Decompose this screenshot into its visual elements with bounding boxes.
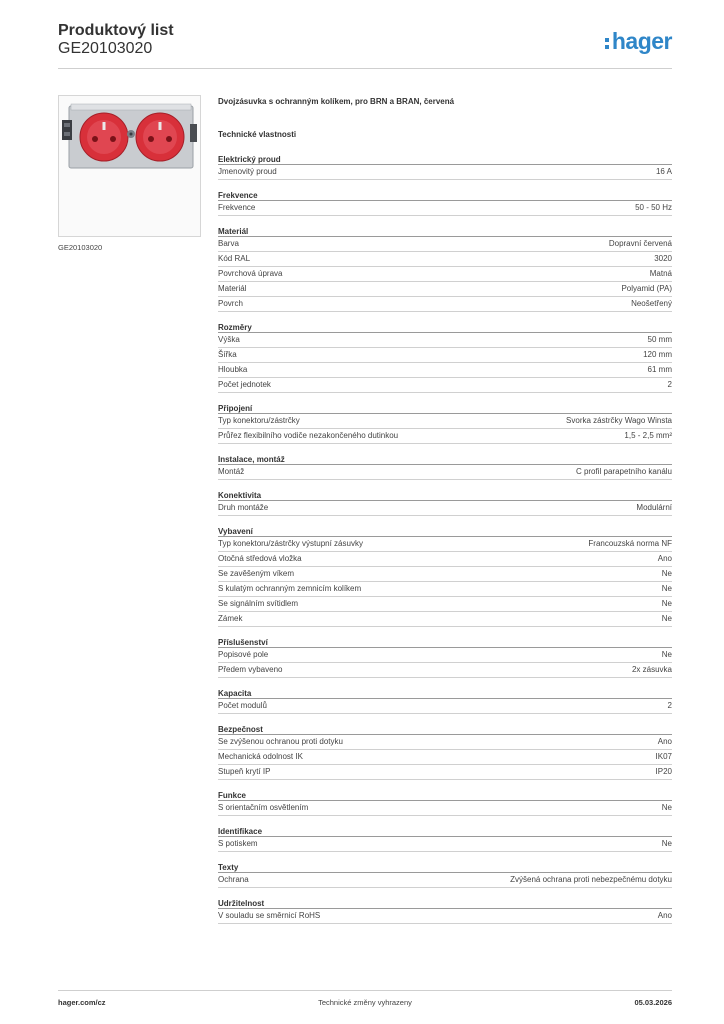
spec-row [218,465,672,480]
spec-value: Ne [661,839,672,848]
spec-value: Ano [657,737,672,746]
spec-label: Typ konektoru/zástrčky [218,416,300,425]
spec-section [218,898,672,924]
spec-row [218,537,672,552]
spec-content [218,97,672,934]
spec-value: Francouzská norma NF [588,539,672,548]
spec-row [218,363,672,378]
spec-label: Hloubka [218,365,248,374]
spec-value: 3020 [654,254,672,263]
spec-value: 1,5 - 2,5 mm² [624,431,672,440]
spec-section [218,322,672,393]
spec-row [218,909,672,924]
spec-section [218,637,672,678]
spec-label: Výška [218,335,240,344]
spec-value: Ne [661,584,672,593]
spec-label: Stupeň krytí IP [218,767,271,776]
spec-label: Šířka [218,350,237,359]
spec-label: Povrchová úprava [218,269,283,278]
hager-logo[interactable] [605,28,672,55]
spec-value: Zvýšená ochrana proti nebezpečnému dotyku [510,875,672,884]
spec-value: Polyamid (PA) [621,284,672,293]
spec-label: Se signálním svítidlem [218,599,299,608]
spec-value: 16 A [655,167,672,176]
spec-label: S potiskem [218,839,258,848]
spec-row [218,765,672,780]
spec-row [218,501,672,516]
spec-section [218,688,672,714]
spec-label: Průřez flexibilního vodiče nezakončeného dutinkou [218,431,399,440]
logo-dots-icon [605,38,609,49]
spec-row [218,201,672,216]
spec-label: Materiál [218,284,247,293]
spec-value: IP20 [655,767,672,776]
socket-illustration [59,96,200,236]
section-title: Texty [218,862,672,873]
spec-section [218,403,672,444]
page-title: Produktový list [58,22,174,39]
spec-row [218,582,672,597]
spec-section [218,226,672,312]
section-title: Frekvence [218,190,672,201]
product-image [58,95,201,237]
section-title: Materiál [218,226,672,237]
spec-label: Druh montáže [218,503,269,512]
spec-row [218,267,672,282]
spec-value: C profil parapetního kanálu [575,467,672,476]
spec-section [218,154,672,180]
spec-row [218,648,672,663]
spec-row [218,237,672,252]
spec-value: Ne [661,569,672,578]
footer-website-link[interactable]: hager.com/cz [58,998,106,1007]
logo-text: hager [611,28,672,54]
spec-label: V souladu se směrnicí RoHS [218,911,321,920]
spec-row [218,378,672,393]
section-title: Instalace, montáž [218,454,672,465]
spec-section [218,490,672,516]
spec-row [218,252,672,267]
spec-section [218,724,672,780]
spec-section [218,790,672,816]
product-code: GE20103020 [58,40,153,57]
spec-label: Kód RAL [218,254,251,263]
spec-value: Ano [657,554,672,563]
spec-value: 120 mm [643,350,672,359]
spec-sections [218,154,672,924]
spec-row [218,873,672,888]
section-title: Vybavení [218,526,672,537]
spec-row [218,750,672,765]
footer-divider [58,990,672,991]
section-title: Příslušenství [218,637,672,648]
spec-value: Ne [661,803,672,812]
section-title: Udržitelnost [218,898,672,909]
section-title: Připojení [218,403,672,414]
spec-value: 2 [667,701,672,710]
page-header [58,22,672,68]
spec-row [218,297,672,312]
spec-label: Počet modulů [218,701,267,710]
spec-section [218,526,672,627]
spec-row [218,429,672,444]
technical-heading: Technické vlastnosti [218,130,297,139]
spec-label: Počet jednotek [218,380,271,389]
spec-value: 50 - 50 Hz [635,203,672,212]
spec-value: 61 mm [647,365,672,374]
spec-value: Svorka zástrčky Wago Winsta [566,416,672,425]
spec-label: Popisové pole [218,650,269,659]
spec-row [218,735,672,750]
section-title: Bezpečnost [218,724,672,735]
spec-section [218,862,672,888]
spec-label: Se zvýšenou ochranou proti dotyku [218,737,343,746]
spec-label: S orientačním osvětlením [218,803,309,812]
spec-label: Barva [218,239,239,248]
footer-notice: Technické změny vyhrazeny [318,998,412,1007]
section-title: Kapacita [218,688,672,699]
spec-label: Předem vybaveno [218,665,283,674]
spec-row [218,567,672,582]
spec-value: 2 [667,380,672,389]
spec-value: 50 mm [647,335,672,344]
spec-section [218,454,672,480]
spec-row [218,282,672,297]
spec-value: Ne [661,650,672,659]
spec-row [218,612,672,627]
spec-label: Se zavěšeným víkem [218,569,295,578]
spec-row [218,348,672,363]
spec-row [218,597,672,612]
spec-value: Ne [661,599,672,608]
spec-row [218,801,672,816]
spec-row [218,414,672,429]
image-caption: GE20103020 [58,243,103,252]
spec-value: 2x zásuvka [631,665,672,674]
footer-date: 05.03.2026 [634,998,672,1007]
spec-row [218,699,672,714]
spec-value: IK07 [655,752,672,761]
product-name: Dvojzásuvka s ochranným kolíkem, pro BRN a BRAN, červená [218,97,455,106]
spec-label: Povrch [218,299,243,308]
spec-label: Otočná středová vložka [218,554,302,563]
spec-value: Modulární [636,503,672,512]
spec-row [218,333,672,348]
spec-row [218,552,672,567]
spec-section [218,190,672,216]
spec-label: Zámek [218,614,243,623]
spec-row [218,165,672,180]
spec-value: Neošetřený [631,299,672,308]
spec-label: Jmenovitý proud [218,167,277,176]
section-title: Identifikace [218,826,672,837]
spec-label: Frekvence [218,203,256,212]
spec-row [218,663,672,678]
spec-label: Montáž [218,467,245,476]
spec-value: Ano [657,911,672,920]
section-title: Funkce [218,790,672,801]
section-title: Rozměry [218,322,672,333]
spec-value: Dopravní červená [608,239,672,248]
spec-row [218,837,672,852]
spec-label: Ochrana [218,875,249,884]
spec-label: Typ konektoru/zástrčky výstupní zásuvky [218,539,363,548]
header-divider [58,68,672,69]
spec-section [218,826,672,852]
section-title: Konektivita [218,490,672,501]
spec-value: Matná [649,269,672,278]
section-title: Elektrický proud [218,154,672,165]
spec-value: Ne [661,614,672,623]
spec-label: Mechanická odolnost IK [218,752,303,761]
spec-label: S kulatým ochranným zemnicím kolíkem [218,584,362,593]
